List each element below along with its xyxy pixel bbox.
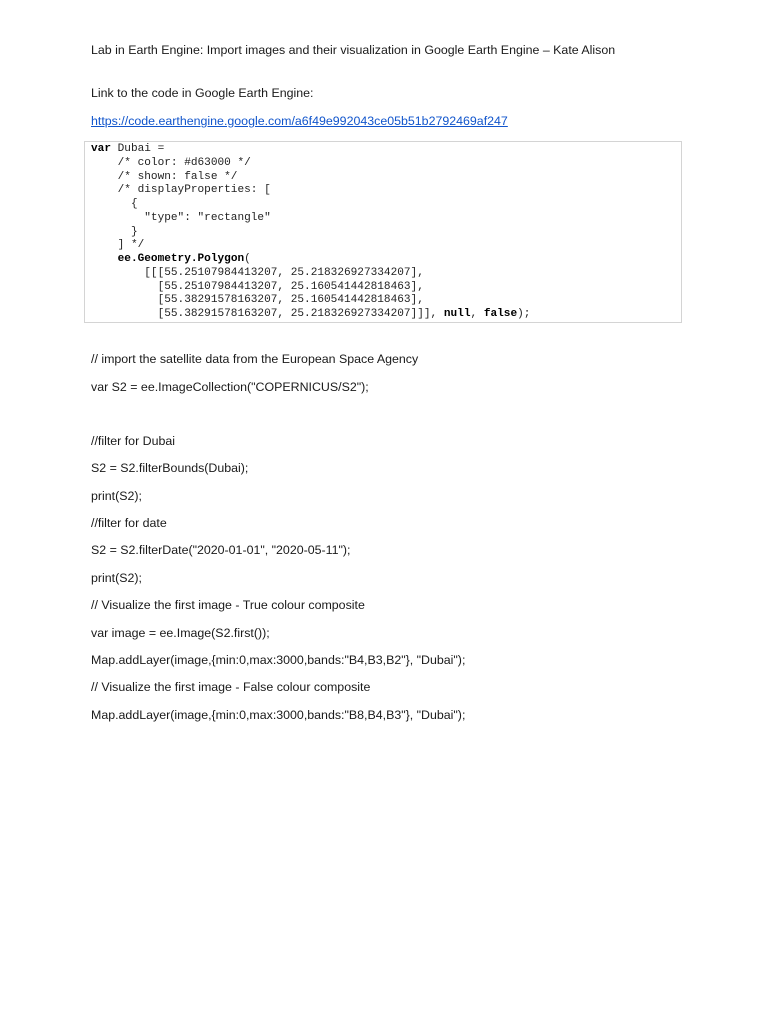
code-line-4: /* displayProperties: [	[91, 184, 271, 196]
code-line-13	[91, 308, 530, 321]
code-comment-filter-dubai: //filter for Dubai	[91, 434, 176, 448]
code-comment-import: // import the satellite data from the European Space Agency	[91, 352, 419, 366]
link-intro-text: Link to the code in Google Earth Engine:	[91, 86, 314, 100]
code-text: ,	[470, 308, 484, 320]
code-text: [55.38291578163207, 25.218326927334207]]],	[91, 308, 444, 320]
code-comment-true-colour: // Visualize the first image - True colour composite	[91, 598, 365, 612]
code-line-add-layer-true: Map.addLayer(image,{min:0,max:3000,bands:"B4,B3,B2"}, "Dubai");	[91, 653, 466, 667]
document-title: Lab in Earth Engine: Import images and their visualization in Google Earth Engine – Kate Alison	[91, 43, 616, 57]
code-line-filter-date: S2 = S2.filterDate("2020-01-01", "2020-05-11");	[91, 543, 351, 557]
code-comment-false-colour: // Visualize the first image - False colour composite	[91, 680, 371, 694]
code-comment-filter-date: //filter for date	[91, 516, 167, 530]
code-line-image: var image = ee.Image(S2.first());	[91, 626, 270, 640]
code-text: Dubai =	[110, 143, 165, 155]
code-line-2: /* color: #d63000 */	[91, 157, 251, 169]
code-line-9	[91, 253, 251, 266]
code-line-print-2: print(S2);	[91, 571, 142, 585]
code-text: (	[244, 253, 251, 265]
code-line-3: /* shown: false */	[91, 171, 238, 183]
code-keyword-var: var	[91, 143, 111, 155]
code-line-8: ] */	[91, 239, 145, 251]
code-line-5: {	[91, 198, 138, 210]
code-line-12: [55.38291578163207, 25.160541442818463],	[91, 294, 424, 306]
code-block	[84, 141, 682, 323]
code-line-filter-bounds: S2 = S2.filterBounds(Dubai);	[91, 461, 249, 475]
code-line-collection: var S2 = ee.ImageCollection("COPERNICUS/S2");	[91, 380, 369, 394]
code-text: );	[517, 308, 531, 320]
code-keyword-null: null	[443, 308, 471, 320]
code-keyword-false: false	[483, 308, 518, 320]
code-line-print-1: print(S2);	[91, 489, 142, 503]
code-indent	[91, 253, 118, 265]
code-line-7: }	[91, 226, 138, 238]
code-line-6: "type": "rectangle"	[91, 212, 271, 224]
code-line-1	[91, 143, 164, 156]
code-line-11: [55.25107984413207, 25.160541442818463],	[91, 281, 424, 293]
code-link[interactable]: https://code.earthengine.google.com/a6f49e992043ce05b51b2792469af247	[91, 114, 508, 128]
code-line-add-layer-false: Map.addLayer(image,{min:0,max:3000,bands:"B8,B4,B3"}, "Dubai");	[91, 708, 466, 722]
code-line-10: [[[55.25107984413207, 25.218326927334207],	[91, 267, 424, 279]
code-keyword-polygon: ee.Geometry.Polygon	[117, 253, 245, 265]
